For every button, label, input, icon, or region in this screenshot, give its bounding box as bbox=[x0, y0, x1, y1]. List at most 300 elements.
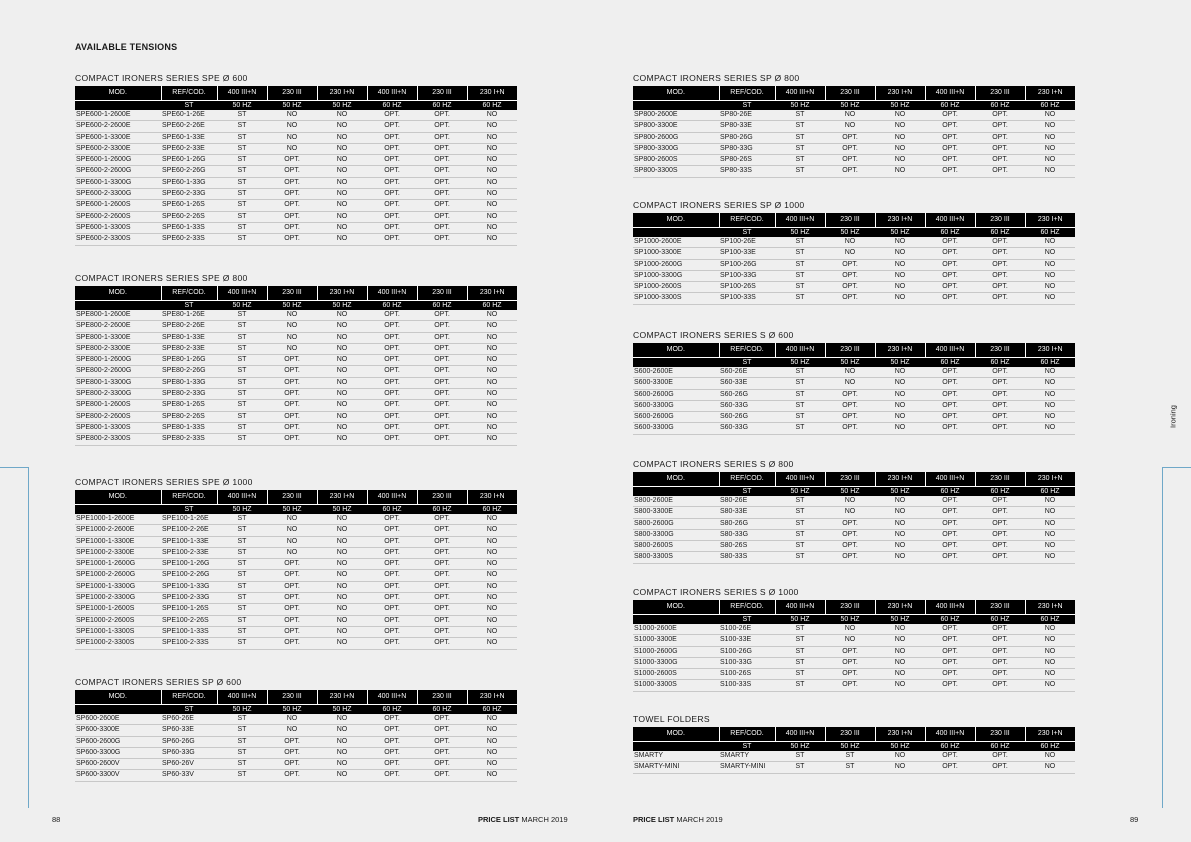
column-header: REF/COD. bbox=[719, 86, 775, 101]
tension-cell: NO bbox=[467, 132, 517, 143]
tension-cell: NO bbox=[875, 389, 925, 400]
tension-cell: ST bbox=[775, 751, 825, 762]
tension-cell: NO bbox=[317, 434, 367, 445]
column-header: 400 III+N bbox=[925, 86, 975, 101]
tension-cell: ST bbox=[775, 400, 825, 411]
model-cell: SP1000-3300S bbox=[633, 293, 719, 304]
tension-cell: OPT. bbox=[367, 155, 417, 166]
tension-cell: NO bbox=[467, 400, 517, 411]
tension-cell: ST bbox=[217, 310, 267, 321]
tension-cell: NO bbox=[825, 110, 875, 121]
column-header: REF/COD. bbox=[161, 286, 217, 301]
tension-cell: OPT. bbox=[975, 155, 1025, 166]
tension-cell: NO bbox=[875, 423, 925, 434]
column-header: 400 III+N bbox=[367, 286, 417, 301]
tension-cell: ST bbox=[775, 635, 825, 646]
column-header: 400 III+N bbox=[925, 343, 975, 358]
column-header: 230 I+N bbox=[875, 86, 925, 101]
ref-cell: SPE100-2-33S bbox=[161, 638, 217, 649]
model-cell: SPE1000-2-2600S bbox=[75, 615, 161, 626]
table-row bbox=[75, 343, 517, 354]
tension-cell: NO bbox=[267, 525, 317, 536]
tension-cell: NO bbox=[1025, 143, 1075, 154]
section-s-800 bbox=[633, 458, 1075, 564]
section-title: COMPACT IRONERS SERIES S Ø 600 bbox=[633, 330, 794, 340]
tension-cell: OPT. bbox=[825, 259, 875, 270]
tension-cell: OPT. bbox=[367, 121, 417, 132]
tension-cell: ST bbox=[775, 624, 825, 635]
tension-cell: NO bbox=[875, 680, 925, 691]
tension-cell: OPT. bbox=[417, 714, 467, 725]
tension-cell: NO bbox=[467, 593, 517, 604]
tension-cell: OPT. bbox=[267, 638, 317, 649]
tension-cell: NO bbox=[317, 581, 367, 592]
tension-cell: NO bbox=[317, 759, 367, 770]
column-header: 230 III bbox=[825, 343, 875, 358]
tension-cell: NO bbox=[467, 121, 517, 132]
column-header: 230 I+N bbox=[875, 213, 925, 228]
tension-cell: OPT. bbox=[925, 166, 975, 177]
tension-cell: OPT. bbox=[267, 626, 317, 637]
tension-cell: NO bbox=[267, 547, 317, 558]
model-cell: S800-3300E bbox=[633, 507, 719, 518]
ref-cell: SPE100-2-33G bbox=[161, 593, 217, 604]
tension-cell: OPT. bbox=[417, 559, 467, 570]
tension-cell: NO bbox=[317, 332, 367, 343]
tension-cell: OPT. bbox=[975, 293, 1025, 304]
tension-cell: NO bbox=[1025, 518, 1075, 529]
column-header: 230 III bbox=[825, 600, 875, 615]
table-row bbox=[633, 552, 1075, 563]
tension-cell: NO bbox=[467, 189, 517, 200]
column-subheader: 50 HZ bbox=[825, 101, 875, 111]
column-header: 230 III bbox=[267, 690, 317, 705]
model-cell: SP600-2600V bbox=[75, 759, 161, 770]
header-subrow bbox=[75, 101, 517, 111]
tension-cell: OPT. bbox=[975, 680, 1025, 691]
model-cell: SP800-2600E bbox=[633, 110, 719, 121]
model-cell: S800-2600G bbox=[633, 518, 719, 529]
column-header: 400 III+N bbox=[925, 600, 975, 615]
tension-cell: OPT. bbox=[925, 529, 975, 540]
table-row bbox=[633, 657, 1075, 668]
section-s-1000 bbox=[633, 586, 1075, 692]
tension-cell: OPT. bbox=[925, 541, 975, 552]
column-subheader bbox=[75, 101, 161, 111]
tension-cell: OPT. bbox=[417, 343, 467, 354]
tension-cell: NO bbox=[825, 248, 875, 259]
tension-cell: OPT. bbox=[367, 200, 417, 211]
section-sp-1000 bbox=[633, 199, 1075, 305]
header-subrow bbox=[633, 101, 1075, 111]
tension-cell: OPT. bbox=[825, 400, 875, 411]
tension-cell: OPT. bbox=[417, 736, 467, 747]
column-subheader: 60 HZ bbox=[367, 705, 417, 715]
model-cell: S600-3300G bbox=[633, 400, 719, 411]
tension-cell: NO bbox=[467, 759, 517, 770]
tension-cell: OPT. bbox=[825, 680, 875, 691]
price-list-date: MARCH 2019 bbox=[676, 815, 723, 824]
tension-cell: NO bbox=[1025, 166, 1075, 177]
tension-cell: OPT. bbox=[825, 518, 875, 529]
tension-cell: ST bbox=[775, 110, 825, 121]
tension-cell: ST bbox=[217, 759, 267, 770]
tension-cell: NO bbox=[825, 507, 875, 518]
column-subheader bbox=[633, 742, 719, 752]
tension-table bbox=[75, 286, 517, 446]
model-cell: S800-3300S bbox=[633, 552, 719, 563]
model-cell: SP1000-2600S bbox=[633, 282, 719, 293]
tension-cell: NO bbox=[1025, 155, 1075, 166]
column-header: 230 III bbox=[975, 727, 1025, 742]
tension-cell: ST bbox=[217, 747, 267, 758]
ref-cell: SPE100-1-26S bbox=[161, 604, 217, 615]
column-header: 400 III+N bbox=[775, 600, 825, 615]
page-title: AVAILABLE TENSIONS bbox=[75, 42, 178, 52]
tension-cell: OPT. bbox=[925, 270, 975, 281]
tension-cell: OPT. bbox=[267, 400, 317, 411]
tension-cell: ST bbox=[775, 680, 825, 691]
tension-cell: OPT. bbox=[925, 669, 975, 680]
column-subheader: 60 HZ bbox=[975, 228, 1025, 238]
table-row bbox=[633, 680, 1075, 691]
ref-cell: S100-26G bbox=[719, 646, 775, 657]
column-subheader: 60 HZ bbox=[975, 615, 1025, 625]
column-subheader: ST bbox=[719, 358, 775, 368]
column-subheader: 60 HZ bbox=[417, 301, 467, 311]
tension-cell: ST bbox=[775, 507, 825, 518]
tension-cell: ST bbox=[775, 657, 825, 668]
column-header: 230 III bbox=[975, 213, 1025, 228]
column-header: 230 III bbox=[417, 286, 467, 301]
tension-cell: OPT. bbox=[975, 646, 1025, 657]
table-row bbox=[633, 624, 1075, 635]
tension-cell: OPT. bbox=[417, 434, 467, 445]
column-subheader: 50 HZ bbox=[825, 742, 875, 752]
section-sp-600 bbox=[75, 676, 517, 782]
table-row bbox=[633, 423, 1075, 434]
tension-cell: NO bbox=[317, 400, 367, 411]
tension-cell: NO bbox=[875, 507, 925, 518]
column-subheader: 50 HZ bbox=[217, 505, 267, 515]
ref-cell: SPE80-1-26E bbox=[161, 310, 217, 321]
tension-cell: NO bbox=[1025, 624, 1075, 635]
ref-cell: SPE60-2-33E bbox=[161, 143, 217, 154]
tension-cell: NO bbox=[467, 155, 517, 166]
tension-cell: OPT. bbox=[925, 518, 975, 529]
tension-cell: NO bbox=[1025, 270, 1075, 281]
tension-cell: OPT. bbox=[825, 529, 875, 540]
table-row bbox=[633, 389, 1075, 400]
column-header: 230 I+N bbox=[467, 86, 517, 101]
column-subheader: 50 HZ bbox=[875, 228, 925, 238]
tension-cell: NO bbox=[467, 166, 517, 177]
tension-cell: OPT. bbox=[975, 552, 1025, 563]
tension-cell: OPT. bbox=[975, 378, 1025, 389]
ref-cell: S60-33G bbox=[719, 423, 775, 434]
table-row bbox=[75, 525, 517, 536]
tension-cell: OPT. bbox=[417, 321, 467, 332]
tension-cell: OPT. bbox=[925, 657, 975, 668]
tension-cell: OPT. bbox=[417, 177, 467, 188]
header-row bbox=[633, 600, 1075, 615]
tension-cell: NO bbox=[1025, 293, 1075, 304]
tension-cell: ST bbox=[775, 121, 825, 132]
column-subheader: 60 HZ bbox=[417, 101, 467, 111]
tension-cell: ST bbox=[217, 132, 267, 143]
tension-cell: NO bbox=[875, 121, 925, 132]
ref-cell: S100-33G bbox=[719, 657, 775, 668]
left-side-tab-line bbox=[0, 467, 29, 808]
model-cell: SPE1000-2-2600G bbox=[75, 570, 161, 581]
tension-cell: NO bbox=[267, 343, 317, 354]
tension-cell: OPT. bbox=[417, 143, 467, 154]
table-row bbox=[75, 736, 517, 747]
column-subheader: 60 HZ bbox=[467, 301, 517, 311]
column-subheader: 60 HZ bbox=[925, 487, 975, 497]
table-row bbox=[75, 759, 517, 770]
column-subheader bbox=[75, 301, 161, 311]
tension-cell: OPT. bbox=[367, 759, 417, 770]
table-row bbox=[75, 547, 517, 558]
ref-cell: SP80-26G bbox=[719, 132, 775, 143]
tension-cell: NO bbox=[875, 270, 925, 281]
column-subheader: 50 HZ bbox=[775, 487, 825, 497]
model-cell: SP600-3300V bbox=[75, 770, 161, 781]
header-row bbox=[633, 727, 1075, 742]
tension-cell: OPT. bbox=[417, 234, 467, 245]
column-header: 400 III+N bbox=[775, 86, 825, 101]
column-header: MOD. bbox=[75, 86, 161, 101]
section-title: COMPACT IRONERS SERIES SP Ø 800 bbox=[633, 73, 800, 83]
ref-cell: SPE100-1-33S bbox=[161, 626, 217, 637]
tension-cell: ST bbox=[775, 282, 825, 293]
ref-cell: SPE100-2-33E bbox=[161, 547, 217, 558]
model-cell: SPE600-2-2600E bbox=[75, 121, 161, 132]
tension-cell: OPT. bbox=[975, 507, 1025, 518]
tension-cell: OPT. bbox=[925, 237, 975, 248]
tension-cell: NO bbox=[317, 234, 367, 245]
tension-cell: OPT. bbox=[367, 366, 417, 377]
tension-cell: OPT. bbox=[975, 541, 1025, 552]
ref-cell: SPE60-1-26S bbox=[161, 200, 217, 211]
tension-cell: ST bbox=[217, 355, 267, 366]
tension-cell: OPT. bbox=[417, 422, 467, 433]
column-subheader: 60 HZ bbox=[1025, 101, 1075, 111]
column-header: 230 I+N bbox=[875, 600, 925, 615]
tension-cell: ST bbox=[217, 222, 267, 233]
tension-cell: ST bbox=[217, 143, 267, 154]
tension-table bbox=[633, 727, 1075, 774]
tension-cell: NO bbox=[875, 669, 925, 680]
model-cell: SP800-3300G bbox=[633, 143, 719, 154]
model-cell: SPE1000-1-3300G bbox=[75, 581, 161, 592]
table-row bbox=[633, 412, 1075, 423]
tension-cell: ST bbox=[217, 155, 267, 166]
table-row bbox=[75, 321, 517, 332]
column-header: MOD. bbox=[633, 343, 719, 358]
table-row bbox=[75, 110, 517, 121]
tension-cell: NO bbox=[267, 332, 317, 343]
column-header: MOD. bbox=[75, 690, 161, 705]
tension-cell: NO bbox=[317, 547, 367, 558]
column-subheader: 60 HZ bbox=[367, 505, 417, 515]
table-row bbox=[633, 143, 1075, 154]
tension-cell: NO bbox=[317, 770, 367, 781]
ref-cell: SPE60-1-26E bbox=[161, 110, 217, 121]
tension-cell: NO bbox=[467, 366, 517, 377]
tension-cell: OPT. bbox=[417, 121, 467, 132]
column-subheader: 60 HZ bbox=[467, 101, 517, 111]
tension-cell: OPT. bbox=[925, 121, 975, 132]
column-subheader: 60 HZ bbox=[925, 742, 975, 752]
tension-cell: ST bbox=[217, 547, 267, 558]
tension-cell: ST bbox=[217, 770, 267, 781]
tension-cell: OPT. bbox=[267, 377, 317, 388]
table-row bbox=[633, 751, 1075, 762]
header-row bbox=[633, 213, 1075, 228]
tension-cell: NO bbox=[467, 222, 517, 233]
tension-cell: NO bbox=[467, 770, 517, 781]
tension-cell: OPT. bbox=[825, 270, 875, 281]
tension-cell: NO bbox=[317, 422, 367, 433]
model-cell: SP600-2600E bbox=[75, 714, 161, 725]
column-subheader: 60 HZ bbox=[975, 358, 1025, 368]
tension-cell: OPT. bbox=[417, 400, 467, 411]
column-header: MOD. bbox=[633, 472, 719, 487]
tension-cell: OPT. bbox=[367, 400, 417, 411]
section-spe-600 bbox=[75, 72, 517, 246]
tension-cell: OPT. bbox=[417, 155, 467, 166]
tension-cell: NO bbox=[467, 211, 517, 222]
tension-cell: OPT. bbox=[367, 559, 417, 570]
tension-cell: OPT. bbox=[267, 166, 317, 177]
tension-cell: NO bbox=[875, 762, 925, 773]
ref-cell: S80-26S bbox=[719, 541, 775, 552]
ref-cell: SPE80-2-26E bbox=[161, 321, 217, 332]
tension-cell: OPT. bbox=[267, 200, 317, 211]
ref-cell: SP100-26G bbox=[719, 259, 775, 270]
ref-cell: S80-33S bbox=[719, 552, 775, 563]
model-cell: SP800-3300E bbox=[633, 121, 719, 132]
model-cell: SPE1000-1-2600S bbox=[75, 604, 161, 615]
column-header: 230 I+N bbox=[875, 472, 925, 487]
tension-cell: OPT. bbox=[975, 412, 1025, 423]
column-subheader: 50 HZ bbox=[775, 615, 825, 625]
column-subheader: 60 HZ bbox=[467, 705, 517, 715]
column-header: 230 I+N bbox=[875, 343, 925, 358]
ref-cell: SPE60-1-33E bbox=[161, 132, 217, 143]
tension-cell: OPT. bbox=[367, 626, 417, 637]
ref-cell: SPE100-2-26S bbox=[161, 615, 217, 626]
column-header: 400 III+N bbox=[925, 213, 975, 228]
tension-cell: NO bbox=[1025, 248, 1075, 259]
model-cell: S600-2600G bbox=[633, 389, 719, 400]
tension-cell: ST bbox=[217, 377, 267, 388]
tension-cell: NO bbox=[317, 514, 367, 525]
footer-price-right bbox=[633, 815, 723, 824]
table-row bbox=[633, 400, 1075, 411]
tension-cell: NO bbox=[317, 200, 367, 211]
column-header: 230 I+N bbox=[1025, 213, 1075, 228]
tension-cell: ST bbox=[217, 321, 267, 332]
tension-cell: OPT. bbox=[417, 132, 467, 143]
table-row bbox=[633, 367, 1075, 378]
tension-cell: OPT. bbox=[417, 525, 467, 536]
tension-cell: OPT. bbox=[367, 422, 417, 433]
tension-cell: OPT. bbox=[367, 525, 417, 536]
tension-cell: NO bbox=[1025, 259, 1075, 270]
tension-cell: NO bbox=[875, 378, 925, 389]
tension-cell: OPT. bbox=[975, 110, 1025, 121]
tension-cell: NO bbox=[1025, 507, 1075, 518]
tension-cell: OPT. bbox=[825, 282, 875, 293]
tension-cell: OPT. bbox=[975, 259, 1025, 270]
tension-cell: ST bbox=[775, 552, 825, 563]
model-cell: SPE1000-1-2600G bbox=[75, 559, 161, 570]
table-row bbox=[75, 211, 517, 222]
tension-cell: NO bbox=[875, 367, 925, 378]
tension-cell: NO bbox=[1025, 680, 1075, 691]
tension-cell: NO bbox=[875, 552, 925, 563]
ref-cell: SPE80-1-33S bbox=[161, 422, 217, 433]
tension-cell: ST bbox=[217, 604, 267, 615]
column-header: MOD. bbox=[633, 727, 719, 742]
column-subheader: 60 HZ bbox=[925, 358, 975, 368]
ref-cell: SPE80-1-33G bbox=[161, 377, 217, 388]
tension-cell: NO bbox=[317, 366, 367, 377]
tension-cell: ST bbox=[217, 110, 267, 121]
column-header: REF/COD. bbox=[719, 727, 775, 742]
tension-cell: NO bbox=[467, 604, 517, 615]
tension-cell: OPT. bbox=[417, 411, 467, 422]
table-row bbox=[633, 282, 1075, 293]
tension-cell: OPT. bbox=[975, 367, 1025, 378]
price-list-label: PRICE LIST bbox=[633, 815, 675, 824]
tension-cell: OPT. bbox=[925, 423, 975, 434]
tension-cell: OPT. bbox=[367, 638, 417, 649]
tension-cell: NO bbox=[1025, 412, 1075, 423]
table-row bbox=[633, 646, 1075, 657]
tension-cell: OPT. bbox=[367, 770, 417, 781]
ref-cell: SP80-33G bbox=[719, 143, 775, 154]
tension-cell: OPT. bbox=[975, 282, 1025, 293]
ref-cell: SP60-26E bbox=[161, 714, 217, 725]
model-cell: SPE600-2-3300E bbox=[75, 143, 161, 154]
tension-cell: ST bbox=[217, 400, 267, 411]
ref-cell: SPE60-2-26G bbox=[161, 166, 217, 177]
header-subrow bbox=[633, 358, 1075, 368]
tension-cell: NO bbox=[317, 321, 367, 332]
ref-cell: S80-26E bbox=[719, 496, 775, 507]
tension-cell: OPT. bbox=[925, 496, 975, 507]
header-subrow bbox=[75, 301, 517, 311]
tension-cell: NO bbox=[467, 525, 517, 536]
tension-cell: NO bbox=[317, 725, 367, 736]
table-row bbox=[75, 132, 517, 143]
tension-cell: OPT. bbox=[925, 259, 975, 270]
tension-cell: OPT. bbox=[975, 669, 1025, 680]
table-row bbox=[75, 377, 517, 388]
tension-cell: OPT. bbox=[825, 293, 875, 304]
tension-cell: NO bbox=[317, 110, 367, 121]
model-cell: SPE1000-1-3300E bbox=[75, 536, 161, 547]
tension-cell: NO bbox=[317, 166, 367, 177]
tension-cell: NO bbox=[1025, 669, 1075, 680]
tension-cell: NO bbox=[467, 355, 517, 366]
table-row bbox=[75, 514, 517, 525]
tension-cell: OPT. bbox=[367, 166, 417, 177]
